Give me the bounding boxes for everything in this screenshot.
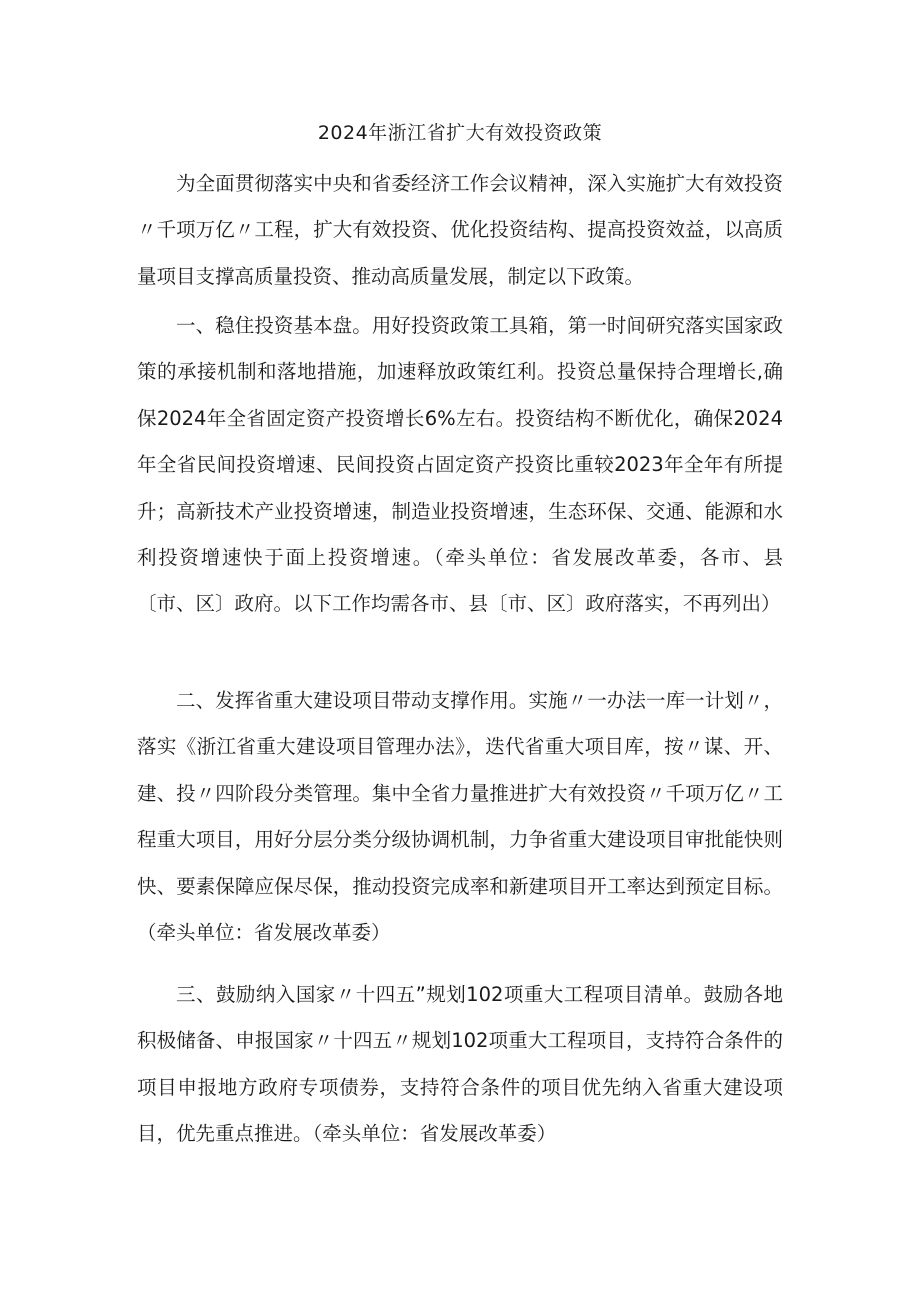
paragraph-section-3: 三、鼓励纳入国家〃十四五”规划102项重大工程项目清单。鼓励各地积极储备、申报国家〃十四五〃规划102项重大工程项目，支持符合条件的项目申报地方政府专项债券，支持符合条件的项目优先纳入省重大建设项目，优先重点推进。（牵头单位：省发展改革委） bbox=[137, 983, 783, 1146]
document-title: 2024年浙江省扩大有效投资政策 bbox=[317, 122, 603, 144]
paragraph-section-1: 一、稳住投资基本盘。用好投资政策工具箱，第一时间研究落实国家政策的承接机制和落地措施，加速释放政策红利。投资总量保持合理增长,确保2024年全省固定资产投资增长6%左右。投资结构不断优化，确保2024年全省民间投资增速、民间投资占固定资产投资比重较2023年全年有所提升；高新技术产业投资增速，制造业投资增速，生态环保、交通、能源和水利投资增速快于面上投资增速。（牵头单位：省发展改革委，各市、县〔市、区〕政府。以下工作均需各市、县〔市、区〕政府落实，不再列出） bbox=[137, 314, 783, 616]
paragraph-intro: 为全面贯彻落实中央和省委经济工作会议精神，深入实施扩大有效投资〃千项万亿〃工程，扩大有效投资、优化投资结构、提高投资效益，以高质量项目支撑高质量投资、推动高质量发展，制定以下政策。 bbox=[137, 172, 783, 288]
paragraph-section-2: 二、发挥省重大建设项目带动支撑作用。实施〃一办法一库一计划〃，落实《浙江省重大建设项目管理办法》，迭代省重大项目库，按〃谋、开、建、投〃四阶段分类管理。集中全省力量推进扩大有效投资〃千项万亿〃工程重大项目，用好分层分类分级协调机制，力争省重大建设项目审批能快则快、要素保障应保尽保，推动投资完成率和新建项目开工率达到预定目标。（牵头单位：省发展改革委） bbox=[137, 689, 783, 945]
